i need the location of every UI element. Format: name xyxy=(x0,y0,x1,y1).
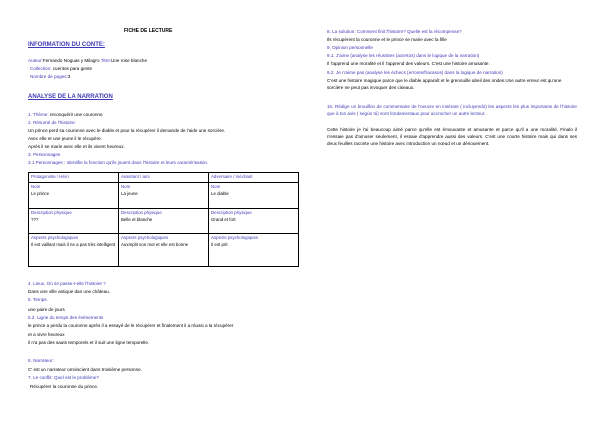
psych-cell xyxy=(209,233,299,266)
cell-value: Grand et fort xyxy=(211,216,236,222)
time-value: une paire de jours xyxy=(28,307,65,312)
solution-label: 8. La solution: Comment finit l'histoire? Quelle est la récompense? xyxy=(327,29,462,34)
timeline-line-2: et a vivre heureux xyxy=(28,332,65,337)
physical-cell xyxy=(209,208,299,233)
narrator-value: C' est un narrateur omniscient dans troisième personne. xyxy=(28,367,142,372)
table-row xyxy=(29,233,299,266)
author-line xyxy=(28,58,147,63)
name-cell xyxy=(209,182,299,208)
cell-label: Nom xyxy=(31,183,41,189)
collection-value: cuentos para gente xyxy=(52,66,93,71)
conflict-label: 7. Le conflit: Quel est le problème? xyxy=(28,375,99,380)
conflict-value: Récupérer la couronne du prince. xyxy=(30,384,99,389)
info-heading: INFORMATION DU CONTE: xyxy=(28,42,105,48)
table-row xyxy=(29,182,299,208)
timeline-line-3: il n'a pas des sauts temporels et il suit une ligne temporelle. xyxy=(28,340,150,345)
place-value: Dans une ville antique dan une château. xyxy=(28,289,110,294)
analysis-heading: ANALYSE DE LA NARRATION xyxy=(28,94,113,100)
header-protagonist: Protagoniste / Héro xyxy=(29,173,119,183)
draft-value: Cette histoire je l'ai beaucoup aimé parce qu'elle est émouvante et amusante et parce qu'il a une moralité. Finalo il n'essaie pas d'amuser seulement, il essaie d'apprendre aussi des valeurs. C'est une courte histoire mais qui dans ses deux feuilles raconte une histoire avec introduction un nœud et un dénouement. xyxy=(327,127,577,147)
opinion-92-label: 9.2. Je n'aime pas (analyse les échecs (errores/fracasos) dans la logique de narration) xyxy=(327,70,503,75)
pages-line xyxy=(30,74,70,79)
name-cell xyxy=(119,182,209,208)
header-adversary: Adversaire / méchant xyxy=(209,173,299,183)
table-row xyxy=(29,173,299,183)
summary-line-3: Après il se marie avec elle et ils vivent heureux. xyxy=(28,144,125,149)
place-label: 4. Lieux. Où se passe-t-elle l'histoire ? xyxy=(28,281,106,286)
theme-line xyxy=(28,112,103,117)
narrator-label: 6. Narrateur: xyxy=(28,358,54,363)
summary-line-1: Un prince perd sa couronne avec le diable et pour la récupérer il demande de l'aide une sorcière. xyxy=(28,128,226,133)
collection-label: Collection: xyxy=(30,66,52,71)
cell-value: La jeune xyxy=(121,190,138,196)
cell-label: Aspects psychologiques xyxy=(121,234,169,240)
cell-label: Aspects psychologiques xyxy=(211,234,259,240)
opinion-91-value: Il l'apprend une moralité et il l'apprend des valeurs. C'est une histoire amusante. xyxy=(327,61,490,66)
cell-value: Belle et blanche xyxy=(121,216,153,222)
cell-label: Description physique xyxy=(121,209,162,215)
name-cell xyxy=(29,182,119,208)
opinion-label: 9. Opinion personnelle xyxy=(327,45,373,50)
physical-cell xyxy=(29,208,119,233)
cell-label: Description physique xyxy=(211,209,252,215)
pages-label: Nombre de pages: xyxy=(30,74,68,79)
summary-line-2: Avec elle et une jeune il le récupère. xyxy=(28,136,102,141)
cell-value: Le prince xyxy=(31,190,50,196)
psych-cell xyxy=(119,233,209,266)
cell-label: Description physique xyxy=(31,209,72,215)
table-row xyxy=(29,208,299,233)
opinion-91-label: 9.1. J'aime (analyse les réussites (aciertos) dans le logique de la narration) xyxy=(327,53,480,58)
theme-label: 1. Thème: xyxy=(28,112,49,117)
time-label: 5. Temps. xyxy=(28,297,48,302)
physical-cell xyxy=(119,208,209,233)
author-value: Fernando Noguas y Milagro xyxy=(42,58,100,63)
draft-label: 10. Rédige un brouillon de commentaire de l'oeuvre en insérant ( incluyendo) les aspects les plus importants de l'histoire que à ton avis ( según tú) sont fondamentaux pour accrocher un autre lecteur. xyxy=(327,104,577,117)
solution-value: Ils récupèrent la couronne et le prince se marie avec la fille xyxy=(327,37,447,42)
timeline-label: 5.2. Ligne du temps des évènements xyxy=(28,315,104,320)
collection-line xyxy=(30,66,92,71)
title-value: Une rose blanche xyxy=(111,58,148,63)
timeline-line-1: le prince a perdu la couronne après il a essayé de le récupérer et finalement il a réussi a la récupérer xyxy=(28,323,234,328)
characters-table xyxy=(28,172,299,267)
cell-label: Aspects psychologiques xyxy=(31,234,79,240)
title-label: Titre: xyxy=(100,58,111,63)
theme-value: reconquérir une couronne xyxy=(49,112,103,117)
summary-label: 2. Résumé de l'histoire: xyxy=(28,120,76,125)
cell-value: Il est vaillant mais il ne a pas très intelligent xyxy=(31,241,116,247)
cell-value: Il est prit xyxy=(211,241,228,247)
cell-value: ??? xyxy=(31,216,39,222)
opinion-92-value: C'est une histoire magique parce que le diable apparaît et le grenouille abeil des ondes.Une autre erreur est qu'une sorcière ne peut pas invoquer des ciseaux. xyxy=(327,78,562,91)
cell-value: Auxmplit son mot et elle est bonne xyxy=(121,241,189,247)
cell-label: Nom xyxy=(211,183,221,189)
psych-cell xyxy=(29,233,119,266)
cell-label: Nom xyxy=(121,183,131,189)
document-title: FICHE DE LECTURE xyxy=(124,28,173,34)
header-assistant: Assistant / ami xyxy=(119,173,209,183)
cell-value: Le diable xyxy=(211,190,229,196)
characters-label: 3. Personnages xyxy=(28,152,61,157)
author-label: Auteur: xyxy=(28,58,43,63)
characters-sub: 3.1 Personnages : Identifie la fonction qu'ils jouent dans l'histoire et leurs caractérisation. xyxy=(28,160,209,165)
pages-value: 3 xyxy=(67,74,71,79)
